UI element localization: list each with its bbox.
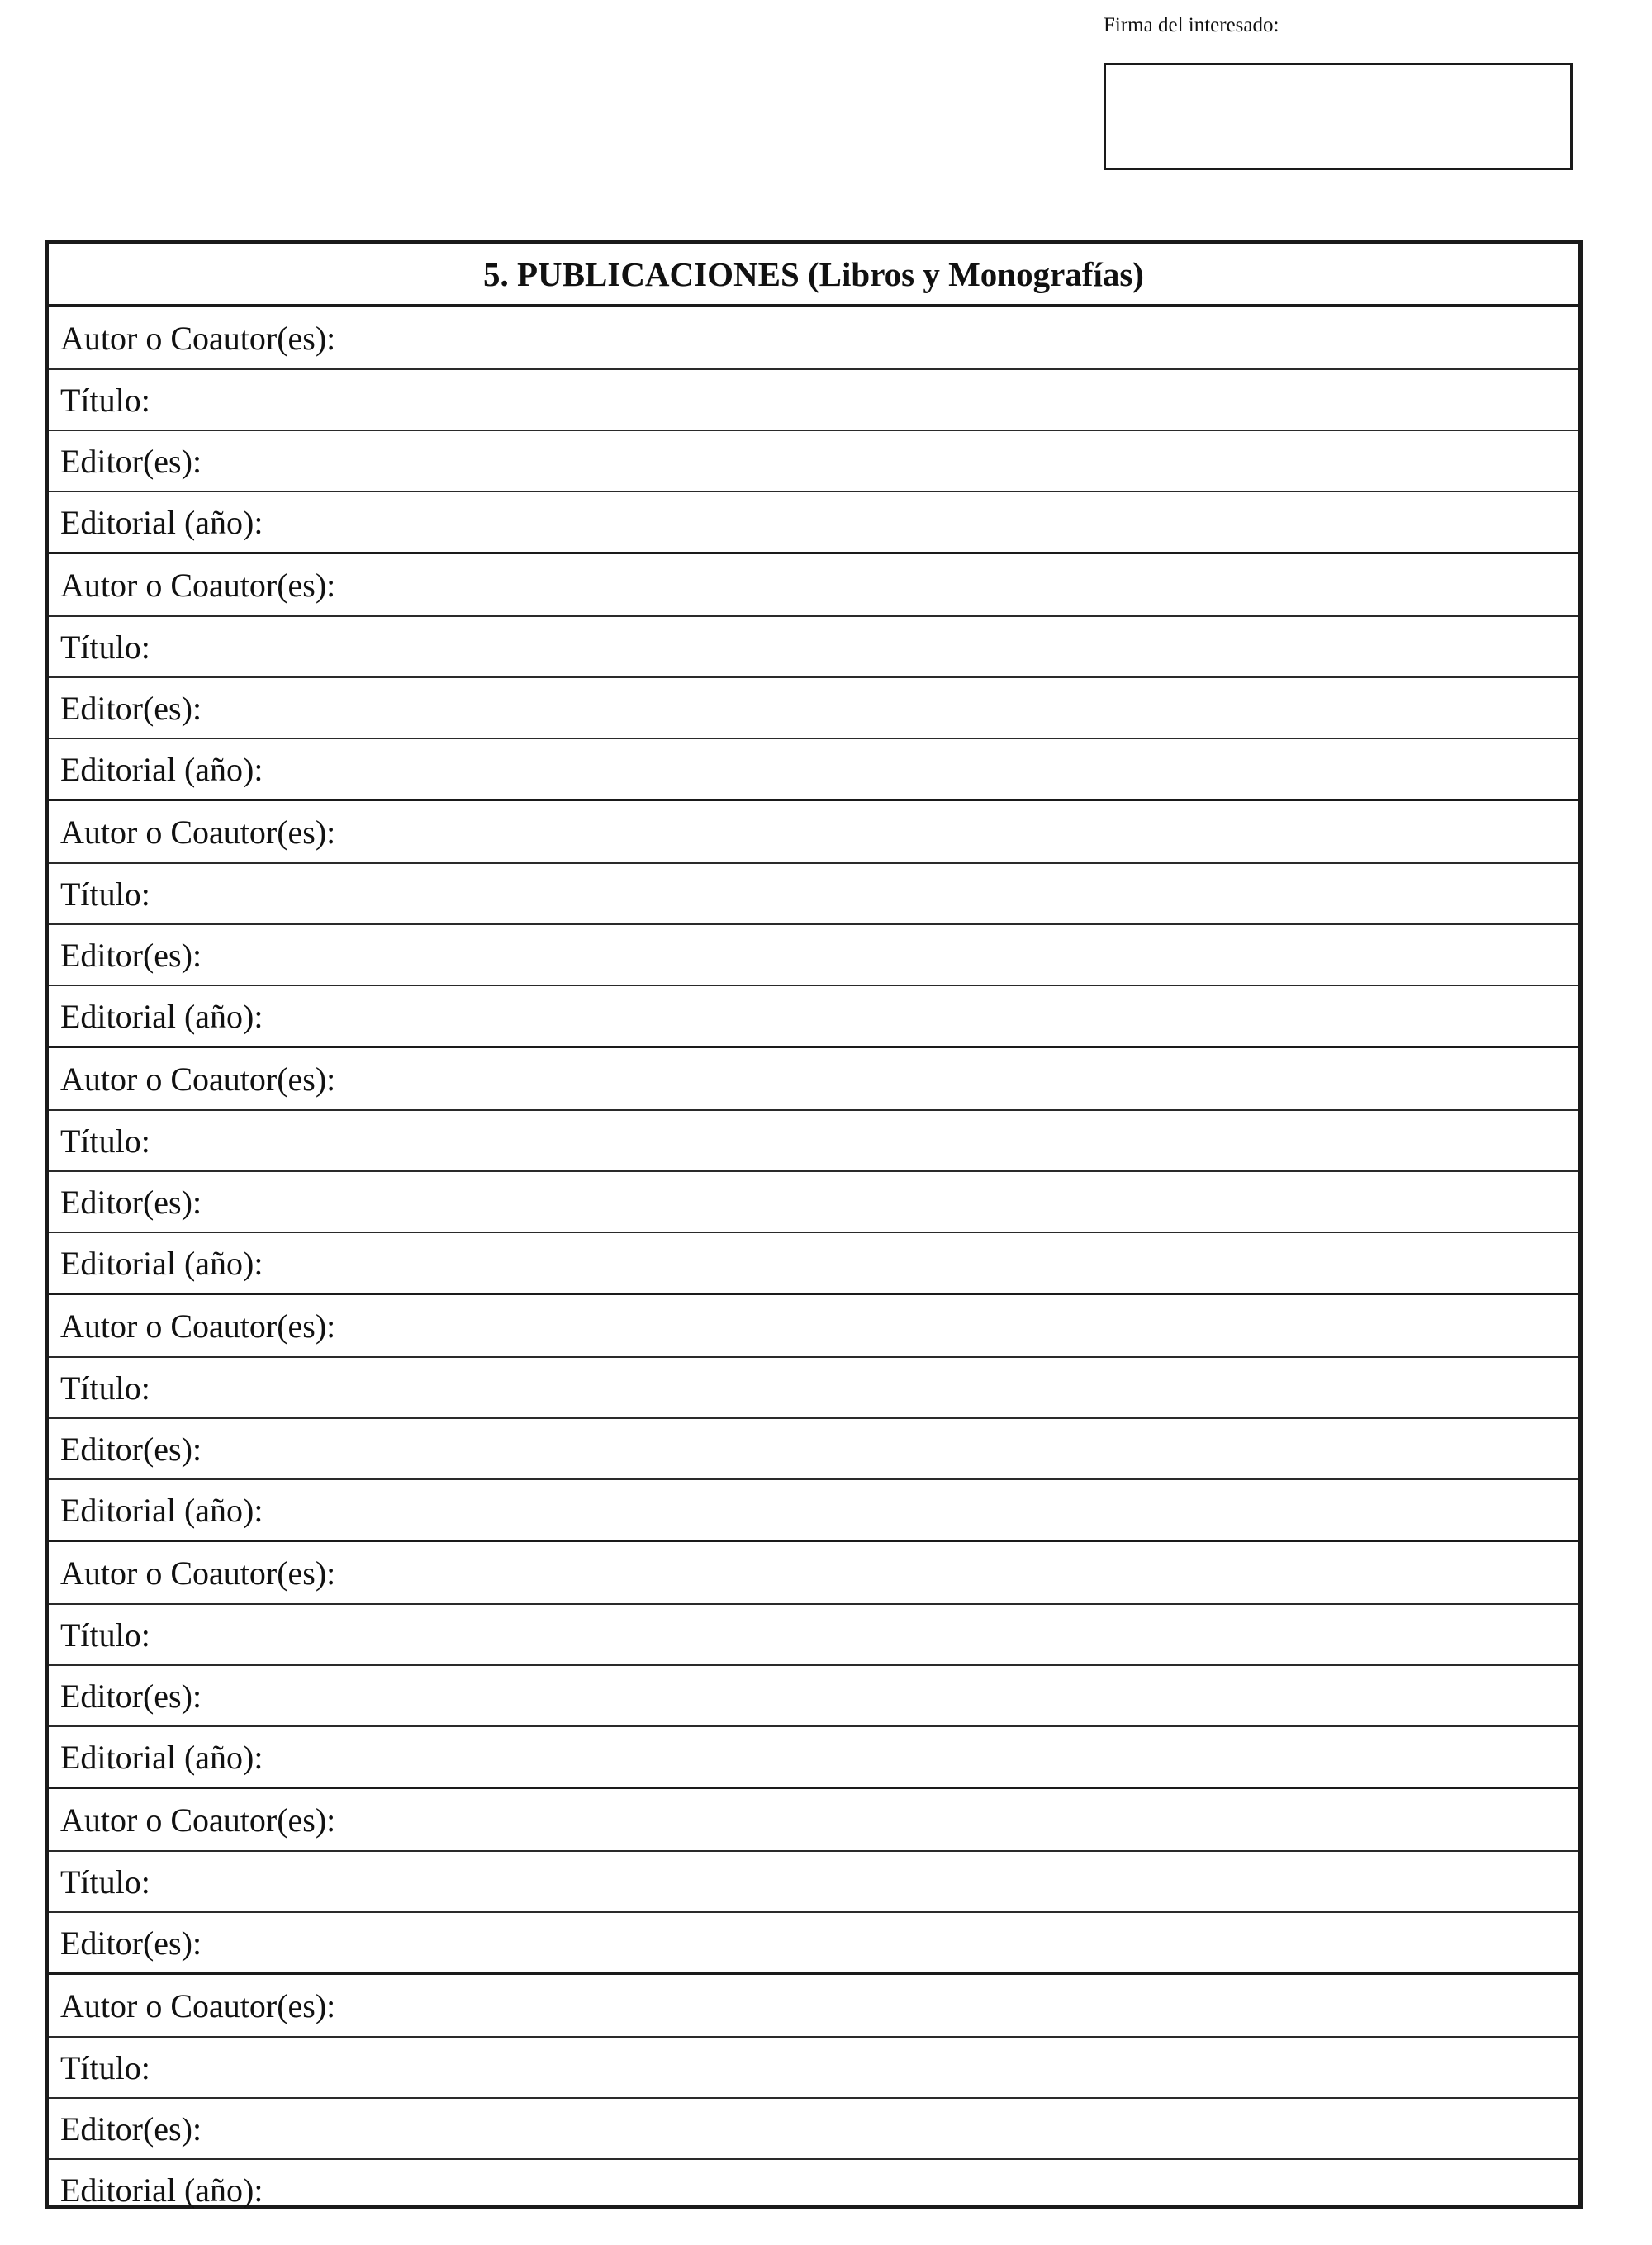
publication-entry <box>49 1972 1578 2219</box>
author-field[interactable]: Autor o Coautor(es): <box>60 1986 336 2024</box>
editor-field[interactable]: Editor(es): <box>49 2097 1578 2158</box>
author-field[interactable]: Autor o Coautor(es): <box>60 813 336 851</box>
author-field[interactable]: Autor o Coautor(es): <box>60 1554 336 1592</box>
signature-label: Firma del interesado: <box>1104 14 1279 36</box>
signature-box[interactable] <box>1104 63 1573 170</box>
title-field[interactable]: Título: <box>49 1603 1578 1664</box>
author-field[interactable]: Autor o Coautor(es): <box>60 319 336 357</box>
publications-table <box>45 240 1583 2209</box>
publication-entry <box>49 552 1578 799</box>
author-field[interactable]: Autor o Coautor(es): <box>60 1801 336 1839</box>
publisher-year-field[interactable]: Editorial (año): <box>49 1725 1578 1787</box>
publication-entry <box>49 1787 1578 1972</box>
section-title: 5. PUBLICACIONES (Libros y Monografías) <box>49 244 1578 307</box>
title-field[interactable]: Título: <box>49 368 1578 430</box>
publisher-year-field[interactable]: Editorial (año): <box>49 1478 1578 1540</box>
author-field[interactable]: Autor o Coautor(es): <box>60 1307 336 1345</box>
publisher-year-field[interactable]: Editorial (año): <box>49 1232 1578 1293</box>
publisher-year-field[interactable]: Editorial (año): <box>49 2158 1578 2219</box>
publication-entry <box>49 799 1578 1046</box>
publisher-year-field[interactable]: Editorial (año): <box>49 491 1578 552</box>
title-field[interactable]: Título: <box>49 615 1578 676</box>
title-field[interactable]: Título: <box>49 1356 1578 1417</box>
author-field[interactable]: Autor o Coautor(es): <box>60 566 336 604</box>
title-field[interactable]: Título: <box>49 1850 1578 1911</box>
title-field[interactable]: Título: <box>49 1109 1578 1170</box>
title-field[interactable]: Título: <box>49 2036 1578 2097</box>
publication-entry <box>49 307 1578 552</box>
editor-field[interactable]: Editor(es): <box>49 676 1578 738</box>
publisher-year-field[interactable]: Editorial (año): <box>49 738 1578 799</box>
author-field[interactable]: Autor o Coautor(es): <box>60 1060 336 1098</box>
publisher-year-field[interactable]: Editorial (año): <box>49 985 1578 1046</box>
editor-field[interactable]: Editor(es): <box>49 430 1578 491</box>
publication-entry <box>49 1293 1578 1540</box>
publication-entry <box>49 1540 1578 1787</box>
editor-field[interactable]: Editor(es): <box>49 923 1578 985</box>
title-field[interactable]: Título: <box>49 862 1578 923</box>
editor-field[interactable]: Editor(es): <box>49 1911 1578 1972</box>
editor-field[interactable]: Editor(es): <box>49 1170 1578 1232</box>
editor-field[interactable]: Editor(es): <box>49 1417 1578 1478</box>
publication-entry <box>49 1046 1578 1293</box>
editor-field[interactable]: Editor(es): <box>49 1664 1578 1725</box>
